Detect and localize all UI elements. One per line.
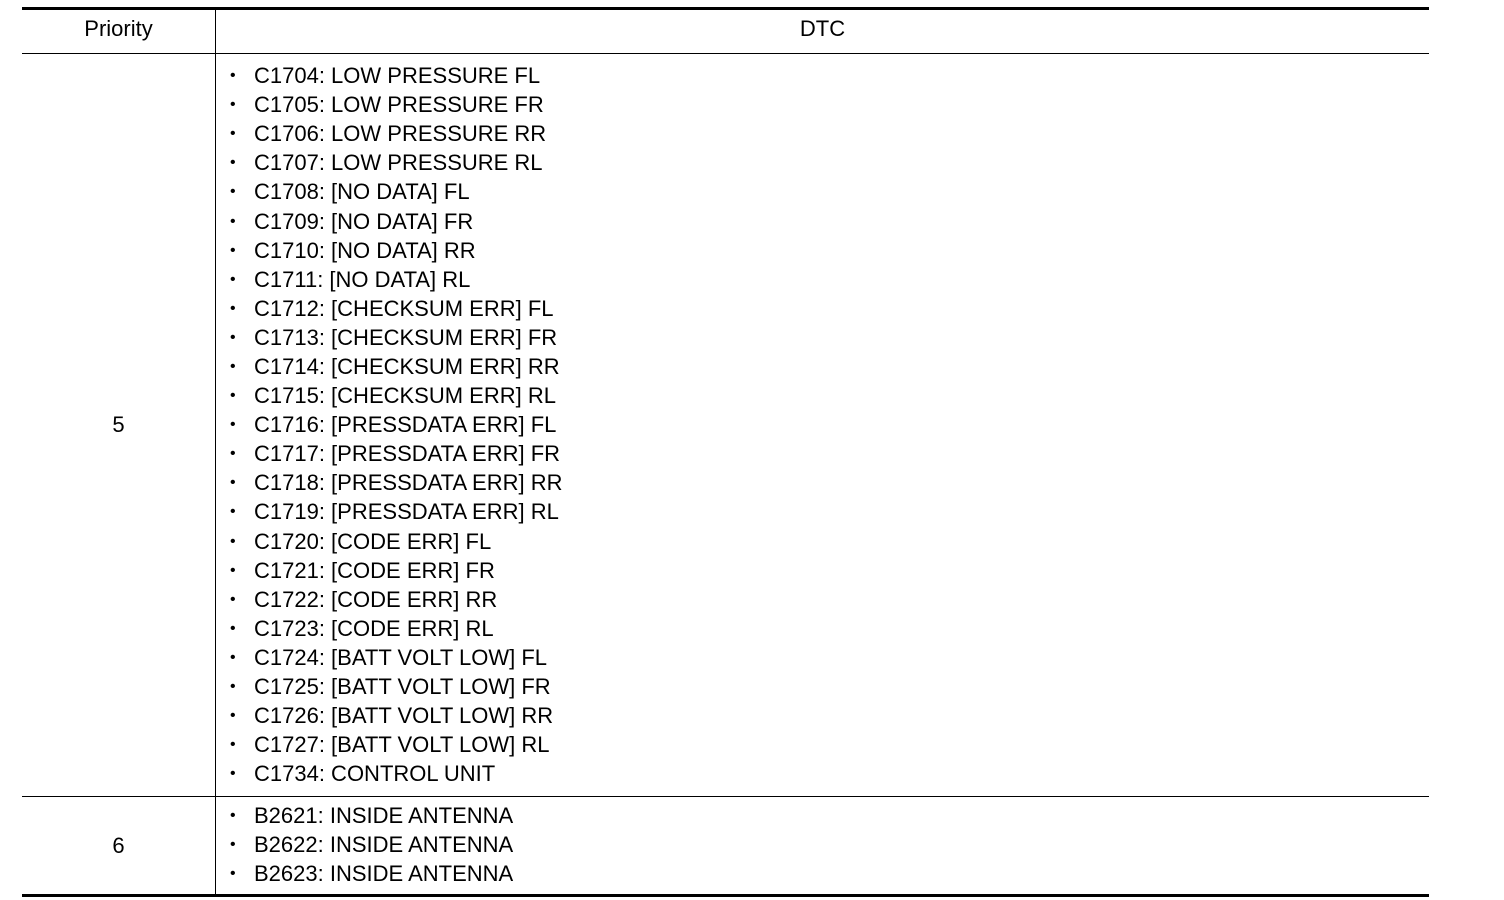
dtc-code-text: C1714: [CHECKSUM ERR] RR <box>254 353 560 379</box>
dtc-code-text: C1721: [CODE ERR] FR <box>254 557 495 583</box>
bullet-icon: • <box>230 328 236 346</box>
list-item <box>230 236 1429 265</box>
bullet-icon: • <box>230 865 236 883</box>
list-item <box>230 410 1429 439</box>
list-item <box>230 61 1429 90</box>
bullet-icon: • <box>230 619 236 637</box>
dtc-code-text: C1725: [BATT VOLT LOW] FR <box>254 674 551 700</box>
list-item <box>230 556 1429 585</box>
list-item <box>230 730 1429 759</box>
bullet-icon: • <box>230 357 236 375</box>
dtc-code-text: C1712: [CHECKSUM ERR] FL <box>254 295 554 321</box>
dtc-code-text: C1716: [PRESSDATA ERR] FL <box>254 412 557 438</box>
dtc-code-text: B2622: INSIDE ANTENNA <box>254 832 514 858</box>
bullet-icon: • <box>230 416 236 434</box>
list-item <box>230 148 1429 177</box>
bullet-icon: • <box>230 183 236 201</box>
dtc-code-text: B2621: INSIDE ANTENNA <box>254 803 514 829</box>
list-item <box>230 801 1429 830</box>
bullet-icon: • <box>230 299 236 317</box>
dtc-code-text: C1713: [CHECKSUM ERR] FR <box>254 324 558 350</box>
bullet-icon: • <box>230 212 236 230</box>
list-item <box>230 643 1429 672</box>
bullet-icon: • <box>230 678 236 696</box>
list-item <box>230 759 1429 788</box>
bullet-icon: • <box>230 836 236 854</box>
bullet-icon: • <box>230 648 236 666</box>
table-row-priority-5 <box>22 54 1429 797</box>
list-item <box>230 352 1429 381</box>
bullet-icon: • <box>230 270 236 288</box>
dtc-code-text: C1706: LOW PRESSURE RR <box>254 121 547 147</box>
dtc-list <box>216 797 1429 888</box>
dtc-code-text: C1734: CONTROL UNIT <box>254 761 496 787</box>
list-item <box>230 323 1429 352</box>
list-item <box>230 585 1429 614</box>
list-item <box>230 672 1429 701</box>
bullet-icon: • <box>230 503 236 521</box>
bullet-icon: • <box>230 96 236 114</box>
dtc-code-text: C1704: LOW PRESSURE FL <box>254 63 541 89</box>
list-item <box>230 497 1429 526</box>
list-item <box>230 381 1429 410</box>
list-item <box>230 90 1429 119</box>
dtc-code-text: C1718: [PRESSDATA ERR] RR <box>254 470 563 496</box>
table-row-priority-6 <box>22 797 1429 894</box>
bullet-icon: • <box>230 387 236 405</box>
bullet-icon: • <box>230 67 236 85</box>
dtc-code-text: C1722: [CODE ERR] RR <box>254 586 498 612</box>
dtc-code-text: C1705: LOW PRESSURE FR <box>254 92 544 118</box>
list-item <box>230 294 1429 323</box>
dtc-code-text: C1726: [BATT VOLT LOW] RR <box>254 703 554 729</box>
bullet-icon: • <box>230 765 236 783</box>
list-item <box>230 439 1429 468</box>
list-item <box>230 614 1429 643</box>
dtc-list <box>216 54 1429 788</box>
dtc-code-text: C1724: [BATT VOLT LOW] FL <box>254 644 548 670</box>
dtc-code-text: C1727: [BATT VOLT LOW] RL <box>254 732 550 758</box>
bullet-icon: • <box>230 154 236 172</box>
list-item <box>230 527 1429 556</box>
priority-cell: 6 <box>22 797 216 894</box>
dtc-code-text: C1711: [NO DATA] RL <box>254 266 471 292</box>
dtc-cell <box>216 797 1429 894</box>
list-item <box>230 701 1429 730</box>
dtc-code-text: C1710: [NO DATA] RR <box>254 237 476 263</box>
list-item <box>230 859 1429 888</box>
bullet-icon: • <box>230 474 236 492</box>
bullet-icon: • <box>230 532 236 550</box>
table-header-row <box>22 10 1429 54</box>
priority-cell: 5 <box>22 54 216 796</box>
list-item <box>230 468 1429 497</box>
dtc-code-text: C1723: [CODE ERR] RL <box>254 615 494 641</box>
bullet-icon: • <box>230 736 236 754</box>
bullet-icon: • <box>230 590 236 608</box>
bullet-icon: • <box>230 807 236 825</box>
list-item <box>230 177 1429 206</box>
bullet-icon: • <box>230 561 236 579</box>
dtc-code-text: C1715: [CHECKSUM ERR] RL <box>254 383 556 409</box>
bullet-icon: • <box>230 241 236 259</box>
dtc-code-text: B2623: INSIDE ANTENNA <box>254 861 514 887</box>
dtc-priority-table <box>22 7 1429 897</box>
list-item <box>230 830 1429 859</box>
list-item <box>230 119 1429 148</box>
dtc-code-text: C1709: [NO DATA] FR <box>254 208 474 234</box>
dtc-code-text: C1720: [CODE ERR] FL <box>254 528 492 554</box>
priority-column-header: Priority <box>22 10 216 53</box>
dtc-code-text: C1717: [PRESSDATA ERR] FR <box>254 441 561 467</box>
list-item <box>230 265 1429 294</box>
dtc-column-header: DTC <box>799 16 846 41</box>
dtc-code-text: C1708: [NO DATA] FL <box>254 179 470 205</box>
list-item <box>230 206 1429 235</box>
bullet-icon: • <box>230 707 236 725</box>
dtc-code-text: C1707: LOW PRESSURE RL <box>254 150 543 176</box>
bullet-icon: • <box>230 125 236 143</box>
dtc-cell <box>216 54 1429 796</box>
dtc-code-text: C1719: [PRESSDATA ERR] RL <box>254 499 559 525</box>
bullet-icon: • <box>230 445 236 463</box>
